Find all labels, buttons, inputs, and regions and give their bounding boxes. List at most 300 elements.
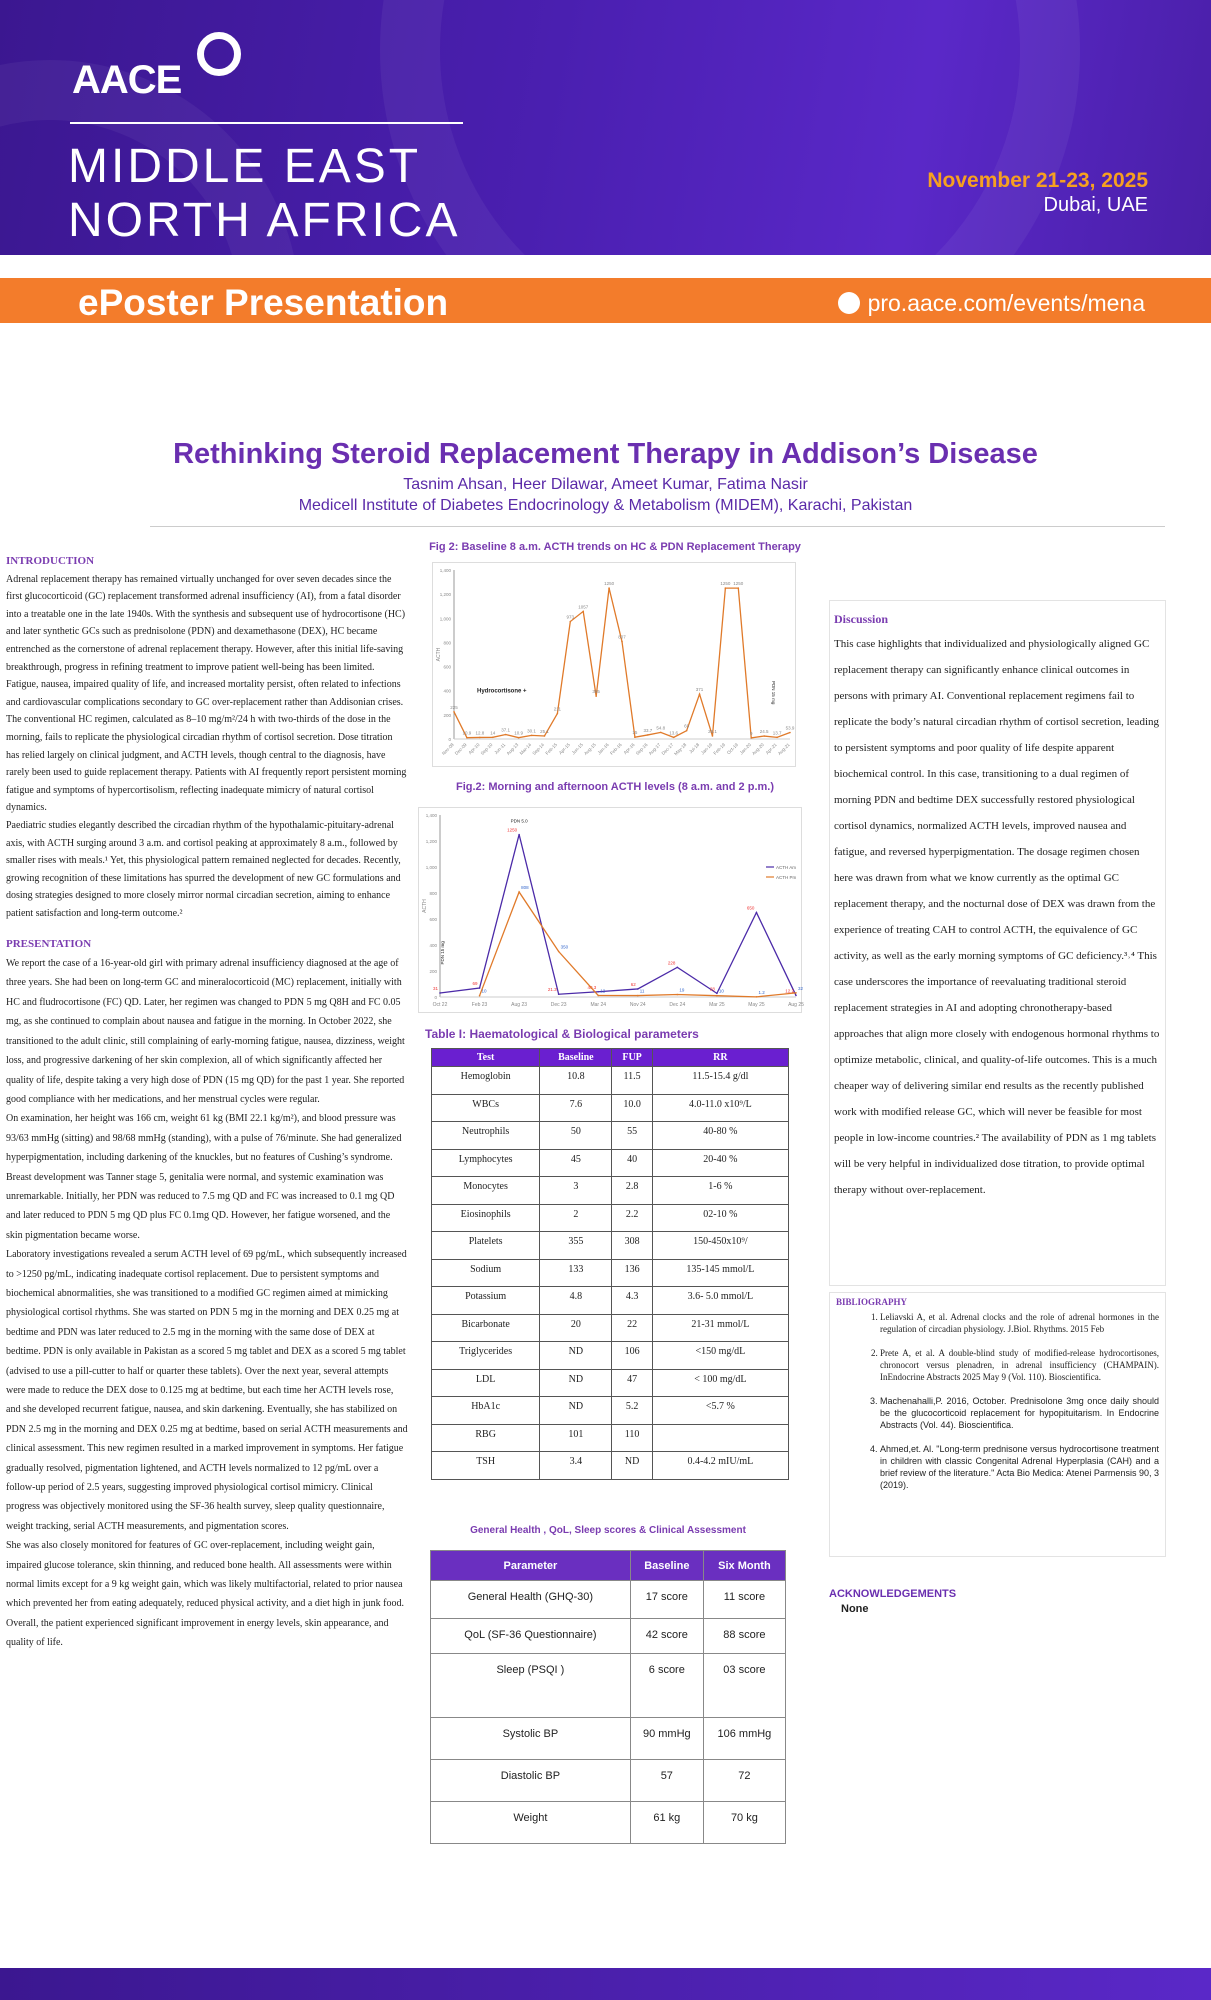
data-point (558, 951, 560, 953)
x-tick-label: Dec-09 (453, 742, 468, 756)
table-row (432, 1287, 789, 1315)
table-cell: QoL (SF-36 Questionnaire) (431, 1619, 631, 1654)
data-point (716, 993, 718, 995)
table2 (430, 1550, 786, 1844)
data-point (582, 611, 584, 613)
data-point (466, 737, 468, 739)
authors: Tasnim Ahsan, Heer Dilawar, Ameet Kumar, Fatima Nasir (403, 476, 808, 493)
table-row (432, 1177, 789, 1205)
event-link[interactable]: pro.aace.com/events/mena (838, 290, 1145, 317)
data-label: 350 (560, 944, 569, 950)
x-tick-label: Oct-19 (725, 742, 740, 756)
bibliography-box (829, 1292, 1166, 1557)
table-cell: 2.8 (612, 1177, 652, 1205)
data-point (634, 736, 636, 738)
acknowledgements-heading: ACKNOWLEDGEMENTS (829, 1588, 957, 1600)
table-cell (652, 1424, 788, 1452)
y-tick-label: 800 (443, 640, 451, 646)
intro-paragraph: The conventional HC regimen, calculated as 8–10 mg/m²/24 h with two-thirds of the dose in the morning, fails to replicate the physiological circadian rhythm of cortisol secretion. Dose titration has relied largely on clinical judgment, and ACTH levels, though central to the diagnosis, have rarely been used to guide replacement therapy. Patients with AI frequently report persistent morning fatigue and symptoms of hypercortisolism, reflecting inadequate mimicry of natural cortisol dynamics. (6, 714, 407, 814)
data-point (531, 735, 533, 737)
acknowledgements-text: None (841, 1603, 869, 1615)
table-cell: 72 (703, 1760, 785, 1802)
data-point (660, 732, 662, 734)
table-cell: Diastolic BP (431, 1760, 631, 1802)
data-label: 1250 (720, 581, 731, 587)
divider (70, 122, 463, 124)
discussion-heading: Discussion (834, 612, 889, 626)
table-cell: 4.0-11.0 x10⁹/L (652, 1094, 788, 1122)
table-cell: 4.3 (612, 1287, 652, 1315)
data-point (453, 711, 455, 713)
data-label: 211 (553, 706, 561, 712)
data-point (725, 587, 727, 589)
data-label: 13.7 (772, 730, 782, 736)
column-header: Test (432, 1049, 540, 1067)
data-point (558, 993, 560, 995)
data-point (518, 834, 520, 836)
x-tick-label: Aug-13 (505, 742, 520, 756)
table-cell: <150 mg/dL (652, 1342, 788, 1370)
table-cell: 47 (612, 1369, 652, 1397)
data-point (712, 735, 714, 737)
data-point (518, 737, 520, 739)
column-header: Baseline (630, 1551, 703, 1581)
data-label: 69 (684, 723, 690, 729)
figure1-chart (432, 562, 796, 767)
data-point (608, 587, 610, 589)
table-row (432, 1232, 789, 1260)
data-point (597, 991, 599, 993)
table-cell: 55 (612, 1122, 652, 1150)
table-cell: 22 (612, 1314, 652, 1342)
table-row (431, 1654, 786, 1718)
table-cell: General Health (GHQ-30) (431, 1581, 631, 1619)
table-row (432, 1094, 789, 1122)
table-cell: 17 score (630, 1581, 703, 1619)
data-label: 1.2 (758, 989, 765, 995)
table-cell: 6 score (630, 1654, 703, 1718)
table-cell: Sodium (432, 1259, 540, 1287)
table-cell: 3 (540, 1177, 612, 1205)
x-tick-label: Apr-16 (622, 742, 636, 756)
table-cell: 61 kg (630, 1802, 703, 1844)
table-cell: HbA1c (432, 1397, 540, 1425)
x-tick-label: Mar-14 (518, 742, 533, 756)
table-cell: < 100 mg/dL (652, 1369, 788, 1397)
y-axis-label: ACTH (422, 899, 428, 913)
presentation-paragraph: She was also closely monitored for features of GC over-replacement, including weight gain, impaired glucose tolerance, skin thinning, and reduced bone health. All assessments were within normal limits except for a 9 kg weight gain, which was likely multifactorial, related to prior nausea which prevented her from eating adequately, reduced physical activity, and a diet high in junk food. Overall, the patient experienced significant improvement in energy levels, skin appearance, and quality of life. (6, 1540, 405, 1649)
y-tick-label: 1,200 (439, 592, 451, 598)
table-cell: 02-10 % (652, 1204, 788, 1232)
data-point (621, 641, 623, 643)
data-label: 62 (630, 981, 636, 987)
data-point (699, 693, 701, 695)
x-tick-label: Apr-21 (764, 742, 778, 756)
table-cell: ND (540, 1342, 612, 1370)
table-cell: 20 (540, 1314, 612, 1342)
x-tick-label: Jul-18 (688, 742, 701, 755)
table-cell: LDL (432, 1369, 540, 1397)
x-tick-label: Jun-15 (570, 742, 584, 756)
table-cell: TSH (432, 1452, 540, 1480)
aace-globe-icon (838, 292, 860, 314)
x-tick-label: Dec 24 (669, 1002, 686, 1008)
y-tick-label: 200 (443, 712, 451, 718)
aace-logo-mark-icon (197, 32, 241, 76)
data-point (686, 730, 688, 732)
table-row (432, 1369, 789, 1397)
data-label: 1250 (507, 827, 518, 833)
table-cell: Bicarbonate (432, 1314, 540, 1342)
x-tick-label: Aug 23 (511, 1002, 528, 1008)
data-point (439, 992, 441, 994)
data-point (789, 732, 791, 734)
data-label: 9 (749, 730, 753, 736)
annotation: Hydrocortisone + (477, 688, 527, 695)
table-cell: 11 score (703, 1581, 785, 1619)
y-tick-label: 400 (429, 943, 437, 948)
x-tick-label: Mar 25 (709, 1002, 725, 1008)
table-cell: Eiosinophils (432, 1204, 540, 1232)
table-cell: WBCs (432, 1094, 540, 1122)
discussion-text: This case highlights that individualized and physiologically aligned GC replacement therapy can significantly enhance clinical outcomes in persons with primary AI. Conventional replacement regimens fail to replicate the body’s natural circadian rhythm of cortisol secretion, leading to persistent symptoms and poor quality of life despite apparent biochemical control. In this case, transitioning to a dual regimen of morning PDN and bedtime DEX successfully restored physiological cortisol dynamics, normalized ACTH levels, improved nausea and fatigue, and reversed hyperpigmentation. The dosage regimen chosen here was drawn from what we know currently as the optimal GC replacement therapy, and the nocturnal dose of DEX was drawn from the experience of treating CAH to control ACTH, the equivalence of GC activity, as well as the early morning symptoms of GC deficiency.³˒⁴ This case underscores the importance of reevaluating traditional steroid replacement strategies in AI and adopting chronotherapy-based approaches that align more closely with endogenous hormonal rhythms to optimize metabolic, clinical, and quality-of-life outcomes. This is a much cheaper way of delivering similar end results as the recently published work with modified release GC, which will never be feasible for most people in low-income countries.² The availability of PDN as 1 mg tablets will be very helpful in individualized dose titration, to provide optimal therapy without over-replacement. (834, 638, 1160, 1196)
data-label: 1057 (578, 604, 589, 610)
data-point (637, 995, 639, 997)
x-tick-label: Aug-20 (751, 742, 765, 756)
discussion-box (829, 600, 1166, 1286)
presentation-paragraph: We report the case of a 16-year-old girl with primary adrenal insufficiency diagnosed at the age of three years. She had been on long-term GC and mineralocorticoid (MC) replacement, initially with HC and fludrocortisone (FC) QD. Later, her regimen was changed to PDN 5 mg Q8H and FC 0.05 mg, as she continued to complain about nausea and fatigue in the morning. In October 2022, she transitioned to the adult clinic, still complaining of early-morning fatigue, nausea, dizziness, weight loss, and progressive darkening of her skin complexion, all of which significantly affected her quality of life, despite taking a very high dose of PDN (15 mg QD) for the past 1 year. She reported good compliance with her medications, and her menstrual cycles were regular. (6, 958, 405, 1105)
data-label: 19 (679, 987, 685, 993)
data-label: 225 (450, 704, 458, 710)
data-label: 28 (709, 986, 715, 992)
x-tick-label: Jan-20 (738, 742, 752, 756)
table-row (432, 1067, 789, 1095)
data-label: 32 (798, 985, 804, 991)
data-label: 21.3 (547, 987, 557, 993)
data-label: 69 (472, 981, 478, 987)
x-tick-label: Dec-17 (660, 742, 675, 756)
table-cell: Lymphocytes (432, 1149, 540, 1177)
table-cell: Triglycerides (432, 1342, 540, 1370)
data-label: 33.7 (643, 727, 653, 733)
table-row (431, 1718, 786, 1760)
bibliography-heading: BIBLIOGRAPHY (836, 1297, 908, 1307)
data-label: 25.1 (708, 728, 717, 734)
table-cell: 355 (540, 1232, 612, 1260)
table-cell: RBG (432, 1424, 540, 1452)
legend-label: ACTH Am (776, 865, 797, 870)
data-point (492, 737, 494, 739)
data-label: 14 (490, 730, 496, 736)
data-point (716, 995, 718, 997)
data-point (479, 737, 481, 739)
poster-title: Rethinking Steroid Replacement Therapy in Addison’s Disease (173, 438, 1038, 470)
x-tick-label: Nov 24 (629, 1002, 646, 1008)
data-point (673, 737, 675, 739)
annotation: PDN 15 mg (771, 681, 776, 705)
table-cell: 101 (540, 1424, 612, 1452)
table-cell: 10.8 (540, 1067, 612, 1095)
table-cell: 5.2 (612, 1397, 652, 1425)
intro-paragraph: Adrenal replacement therapy has remained virtually unchanged for over seven decades since the first glucocorticoid (GC) replacement transformed adrenal insufficiency (AI), from a fatal disorder into a treatable one in the late 1940s. With the synthesis and subsequent use of hydrocortisone (HC) and later synthetic GCs such as prednisolone (PDN) and dexamethasone (DEX), HC became entrenched as the cornerstone of adrenal replacement therapy. However, after this initial life-saving breakthrough, progress in refining treatment to improve patient well-being has been limited. Fatigue, nausea, impaired quality of life, and increased mortality persist, often related to infections and cardiovascular complications secondary to GC over-replacement rather than Addisonian crises. (6, 573, 406, 708)
y-tick-label: 1,400 (439, 568, 451, 573)
y-tick-label: 1,200 (425, 839, 437, 844)
data-point (763, 735, 765, 737)
table-cell: 57 (630, 1760, 703, 1802)
data-point (647, 734, 649, 736)
decorative-swirl (380, 0, 1080, 400)
y-tick-label: 600 (443, 664, 451, 670)
table-row (432, 1424, 789, 1452)
table-cell: 1-6 % (652, 1177, 788, 1205)
column-header: Six Month (703, 1551, 785, 1581)
x-tick-label: May-18 (673, 742, 688, 757)
data-point (479, 987, 481, 989)
legend-label: ACTH Pm (776, 875, 797, 880)
table-cell: 11.5-15.4 g/dl (652, 1067, 788, 1095)
data-label: 10 (718, 988, 724, 994)
data-point (677, 967, 679, 969)
table-header-row (431, 1551, 786, 1581)
table-row (431, 1760, 786, 1802)
data-point (570, 621, 572, 623)
data-point (479, 995, 481, 997)
data-label: 53.9 (785, 725, 795, 731)
data-label: 31 (432, 985, 438, 991)
data-label: 10 (481, 988, 487, 994)
table-row (432, 1452, 789, 1480)
table-cell: 2 (540, 1204, 612, 1232)
column-header: Baseline (540, 1049, 612, 1067)
reference-item: 2. Prete A, et al. A double-blind study of modified-release hydrocortisones, chronocort versus plenadren, in adrenal insufficiency (CHAMPAIN). InEndocrine Abstracts 2025 May 9 (Vol. 110). Bioscientifica. (880, 1347, 1159, 1383)
y-tick-label: 0 (448, 737, 451, 742)
data-label: 355 (592, 689, 600, 695)
data-point (518, 891, 520, 893)
data-point (738, 587, 740, 589)
table1-title: Table I: Haematological & Biological parameters (425, 1027, 699, 1041)
table-row (432, 1149, 789, 1177)
reference-item: 4. Ahmed,et. Al. "Long-term prednisone versus hydrocortisone treatment in children with classic Congenital Adrenal Hyperplasia (CAH) and a brief review of the literature." Acta Bio Medica: Atenei Parmensis 90, 3 (2019). (880, 1443, 1159, 1491)
event-date: November 21-23, 2025 (927, 169, 1148, 192)
data-label: 12.8 (475, 730, 485, 736)
table-cell: Monocytes (432, 1177, 540, 1205)
table-cell: ND (540, 1397, 612, 1425)
data-label: 371 (695, 687, 704, 693)
x-tick-label: Aug-17 (647, 742, 662, 756)
data-label: 24.5 (759, 729, 769, 735)
institution: Medicell Institute of Diabetes Endocrinology & Metabolism (MIDEM), Karachi, Pakistan (298, 497, 913, 514)
event-location: Dubai, UAE (1043, 194, 1148, 216)
table-cell: 133 (540, 1259, 612, 1287)
table-cell: 3.6- 5.0 mmol/L (652, 1287, 788, 1315)
x-tick-label: Jun-11 (493, 742, 507, 756)
data-label: 12 (600, 988, 606, 994)
data-point (597, 995, 599, 997)
table-cell: ND (540, 1369, 612, 1397)
data-point (677, 994, 679, 996)
table-cell: 308 (612, 1232, 652, 1260)
data-point (750, 737, 752, 739)
data-point (776, 737, 778, 739)
reference-item: 1. Leliavski A, et al. Adrenal clocks and the role of adrenal hormones in the regulation of circadian physiology. J.Biol. Rhythms. 2015 Feb (880, 1311, 1159, 1335)
data-label: 650 (746, 905, 755, 911)
data-point (637, 988, 639, 990)
header-banner (0, 0, 1211, 255)
table-cell: 42 score (630, 1619, 703, 1654)
chart-frame (433, 563, 796, 767)
data-label: 15 (632, 730, 638, 736)
table-cell: 45 (540, 1149, 612, 1177)
table-cell: 90 mmHg (630, 1718, 703, 1760)
y-tick-label: 800 (429, 891, 437, 896)
data-label: 1250 (604, 581, 615, 587)
table-row (431, 1802, 786, 1844)
table-cell: Hemoglobin (432, 1067, 540, 1095)
annotation: PDN 15 mg (440, 941, 445, 965)
table-cell: 3.4 (540, 1452, 612, 1480)
data-label: 808 (521, 884, 529, 890)
table-row (432, 1259, 789, 1287)
table-row (431, 1581, 786, 1619)
data-label: 25.1 (540, 728, 549, 734)
x-tick-label: Sep-14 (531, 742, 546, 756)
x-tick-label: May 25 (748, 1002, 765, 1008)
x-tick-label: Jan-16 (596, 742, 610, 756)
table-cell: Systolic BP (431, 1718, 631, 1760)
column-header: FUP (612, 1049, 652, 1067)
presentation-paragraph: On examination, her height was 166 cm, weight 61 kg (BMI 22.1 kg/m²), and blood pressure was 93/63 mmHg (sitting) and 98/68 mmHg (standing), with a pulse of 76/minute. She had generalized hyperpigmentation, including darkening of the knuckles, but no features of Cushing’s syndrome. Breast development was Tanner stage 5, genitalia were normal, and systemic examination was unremarkable. Initially, her PDN was reduced to 7.5 mg QD and FC was increased to 0.1 mg QD and later reduced to PDN 5 mg QD plus FC 0.1mg QD. However, her fatigue worsened, and the skin pigmentation became worse. (6, 1113, 402, 1241)
x-tick-label: Sep-10 (479, 742, 494, 756)
data-label: 30.1 (527, 728, 536, 734)
x-tick-label: Aug 25 (788, 1002, 804, 1008)
table-cell: 88 score (703, 1619, 785, 1654)
table-cell: 21-31 mmol/L (652, 1314, 788, 1342)
table-cell: Weight (431, 1802, 631, 1844)
x-tick-label: Aug-15 (583, 742, 597, 756)
figure2-title: Fig.2: Morning and afternoon ACTH levels (8 a.m. and 2 p.m.) (455, 781, 774, 793)
data-point (505, 734, 507, 736)
data-point (795, 995, 797, 997)
data-label: 10.9 (462, 730, 472, 736)
table-cell: 150-450x10⁹/ (652, 1232, 788, 1260)
x-tick-label: Oct 22 (432, 1002, 448, 1008)
table-cell: 03 score (703, 1654, 785, 1718)
x-tick-label: Apr-15 (557, 742, 572, 756)
table-cell: 0.4-4.2 mIU/mL (652, 1452, 788, 1480)
data-point (595, 695, 597, 697)
table-cell: 20-40 % (652, 1149, 788, 1177)
x-tick-label: Sep-16 (634, 742, 649, 756)
presentation-paragraph: Laboratory investigations revealed a serum ACTH level of 69 pg/mL, which subsequently increased to >1250 pg/mL, indicating inadequate cortisol replacement. Due to persistent symptoms and biochemical abnormalities, she was transitioned to a modified GC regimen aimed at mimicking physiological cortisol rhythms. She was started on PDN 5 mg in the morning and DEX 0.25 mg at bedtime and PDN was later reduced to 2.5 mg in the morning with the same dose of DEX at bedtime. PDN is only available in Pakistan as a scored 5 mg tablet and DEX as a scored 5 mg tablet (advised to use a pill-cutter to half or quarter these tablets). Over the next year, several attempts were made to reduce the DEX dose to 0.125 mg at bedtime, but each time her ACTH levels rose, and she developed recurrent fatigue, nausea, and skin darkening. Eventually, she has stabilized on PDN 2.5 mg in the morning and DEX 0.25 mg at bedtime, based on serial ACTH measurements and clinical assessment. This new regimen resulted in a marked improvement in symptoms. Her fatigue gradually resolved, pigmentation lightened, and ACTH levels normalized to 12 pg/mL over a follow-up period of 2.5 years, suggesting improved physiological cortisol mimicry. Clinical progress was objectively monitored using the SF-36 health survey, sleep quality questionnaire, weight tracking, serial ACTH measurements, and pigmentation scores. (6, 1249, 408, 1532)
data-label: 11 (639, 988, 645, 994)
y-axis-label: ACTH (436, 647, 442, 662)
table1 (431, 1048, 789, 1480)
table-cell: 110 (612, 1424, 652, 1452)
table-cell: 40 (612, 1149, 652, 1177)
table-header-row (432, 1049, 789, 1067)
table-cell: 10.0 (612, 1094, 652, 1122)
table-cell: 135-145 mmol/L (652, 1259, 788, 1287)
data-label: 807 (618, 634, 626, 640)
eposter-label: ePoster Presentation (78, 282, 449, 323)
table-cell: 4.8 (540, 1287, 612, 1315)
y-tick-label: 200 (429, 969, 437, 974)
x-tick-label: Nov-08 (440, 742, 455, 756)
column-header: Parameter (431, 1551, 631, 1581)
table-cell: 50 (540, 1122, 612, 1150)
x-tick-label: Jan-19 (699, 742, 714, 756)
table-cell: 106 mmHg (703, 1718, 785, 1760)
table2-title: General Health , QoL, Sleep scores & Clinical Assessment (470, 1525, 746, 1536)
x-tick-label: Mar 24 (590, 1002, 607, 1008)
annotation: PDN 5.0 (510, 818, 528, 824)
region-title: MIDDLE EAST NORTH AFRICA (68, 140, 461, 247)
divider (150, 526, 1165, 527)
x-tick-label: Apr-10 (467, 742, 481, 756)
x-tick-label: Feb-15 (544, 742, 559, 756)
data-point (795, 992, 797, 994)
figure2-chart (418, 807, 802, 1013)
x-tick-label: Feb-16 (609, 742, 623, 756)
table-cell: Neutrophils (432, 1122, 540, 1150)
table-row (432, 1397, 789, 1425)
introduction-heading: INTRODUCTION (6, 555, 95, 567)
table-cell: <5.7 % (652, 1397, 788, 1425)
table-cell: ND (612, 1452, 652, 1480)
table-row (431, 1619, 786, 1654)
intro-paragraph: Paediatric studies elegantly described the circadian rhythm of the hypothalamic-pituitary-adrenal axis, with ACTH surging around 3 a.m. and cortisol peaking at approximately 8 a.m., followed by smaller rises with meals.¹ Yet, this physiological pattern remained neglected for decades. Recently, growing recognition of these limitations has spurred the development of new GC formulations and dosing strategies designed to more closely mirror normal circadian secretion, aiming to enhance patient satisfaction and long-term outcome.² (6, 819, 401, 919)
footer-bar (0, 1968, 1211, 2000)
table-cell: Sleep (PSQI ) (431, 1654, 631, 1718)
data-point (756, 912, 758, 914)
data-label: 228 (667, 960, 676, 966)
aace-logo: AACE (72, 58, 182, 102)
y-tick-label: 1,400 (425, 813, 437, 818)
data-point (756, 996, 758, 998)
table-cell: 40-80 % (652, 1122, 788, 1150)
data-label: 54.8 (656, 725, 666, 731)
table-cell: 11.5 (612, 1067, 652, 1095)
data-point (544, 735, 546, 737)
table-cell: 70 kg (703, 1802, 785, 1844)
data-label: 973 (566, 614, 575, 620)
presentation-heading: PRESENTATION (6, 938, 92, 951)
table-cell: Platelets (432, 1232, 540, 1260)
y-tick-label: 400 (443, 688, 451, 694)
data-label: 1250 (733, 581, 744, 587)
reference-item: 3. Machenahalli,P. 2016, October. Prednisolone 3mg once daily should be the glucocorticoid replacement for hypopituitarism. In Endocrine Abstracts (Vol. 44). Bioscientifica. (880, 1395, 1159, 1431)
left-column (6, 553, 408, 1653)
y-tick-label: 1,000 (425, 865, 437, 870)
y-tick-label: 600 (429, 917, 437, 922)
data-label: 10.9 (514, 730, 523, 736)
x-tick-label: Feb 23 (471, 1002, 488, 1008)
data-label: 12.2 (785, 988, 794, 994)
data-label: 37.1 (501, 727, 511, 733)
x-tick-label: Aug-21 (776, 742, 791, 756)
x-tick-label: Feb-19 (712, 742, 727, 756)
table-cell: Potassium (432, 1287, 540, 1315)
table-cell: 7.6 (540, 1094, 612, 1122)
table-cell: 2.2 (612, 1204, 652, 1232)
data-point (557, 713, 559, 715)
table-row (432, 1204, 789, 1232)
x-tick-label: Dec 23 (550, 1002, 567, 1008)
table-row (432, 1314, 789, 1342)
y-tick-label: 0 (434, 995, 437, 1000)
data-label: 13.6 (669, 730, 679, 736)
table-row (432, 1122, 789, 1150)
